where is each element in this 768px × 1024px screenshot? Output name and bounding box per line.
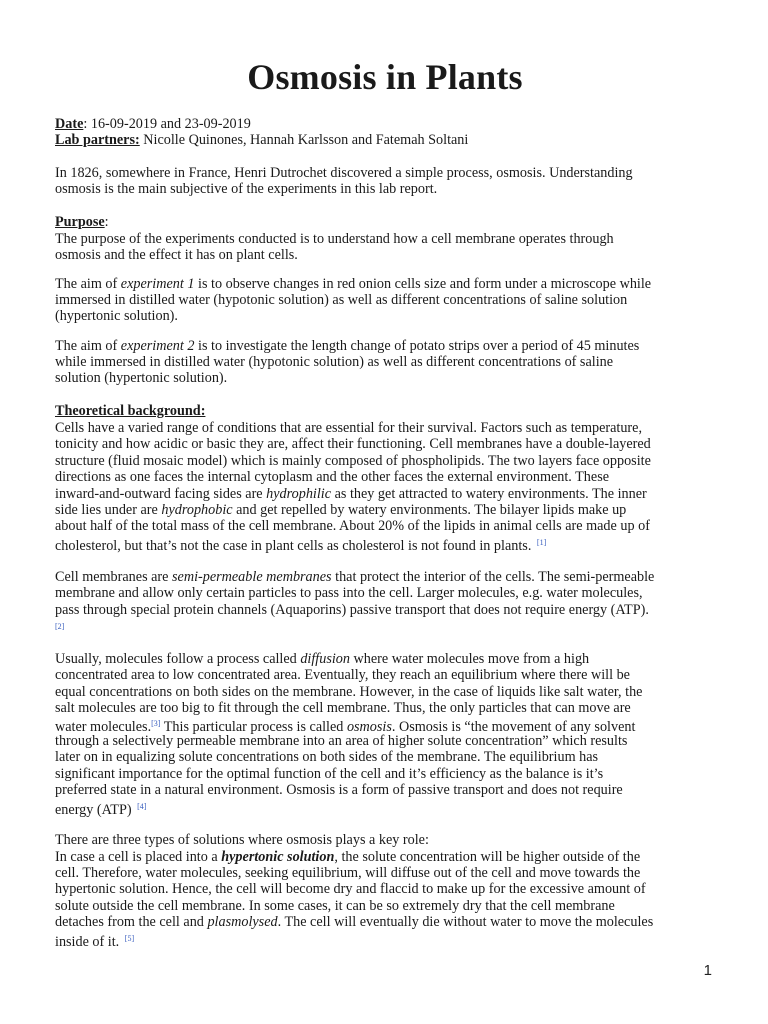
text-span: water molecules. (55, 719, 152, 735)
aim2-em: experiment 2 (120, 338, 195, 354)
theory-line (55, 914, 715, 930)
theory-line: cell. Therefore, water molecules, seeking equilibrium, will diffuse out of the cell and move towards the (55, 865, 641, 881)
purpose-line: The purpose of the experiments conducted is to understand how a cell membrane operates through (55, 231, 614, 247)
theory-line (55, 486, 715, 502)
text-span: that protect the interior of the cells. The semi-permeable (331, 569, 655, 585)
text-span: detaches from the cell and (55, 914, 208, 930)
citation-link[interactable]: [3] (151, 719, 161, 728)
text-span: cholesterol, but that’s not the case in plant cells as cholesterol is not found in plants. (55, 538, 535, 554)
aim1-line: (hypertonic solution). (55, 308, 178, 324)
text-span: Usually, molecules follow a process called (55, 651, 301, 667)
text-span: . Osmosis is “the movement of any solvent (391, 719, 636, 735)
emphasis: plasmolysed (207, 914, 278, 930)
theory-line (55, 502, 715, 518)
citation-line (55, 617, 715, 635)
text-span: . The cell will eventually die without water to move the molecules (277, 914, 654, 930)
partners-label: Lab partners: (55, 132, 140, 148)
aim2-line (55, 338, 715, 354)
theory-heading (55, 403, 715, 419)
theory-line: about half of the total mass of the cell membrane. About 20% of the lipids in animal cells are made up of (55, 518, 650, 534)
theory-line (55, 569, 715, 585)
theory-line: through a selectively permeable membrane into an area of higher solute concentration” which results (55, 733, 628, 749)
citation-link[interactable]: [2] (55, 622, 65, 631)
aim1-line (55, 276, 715, 292)
theory-line: directions as one faces the internal cytoplasm and the other faces the external environment. These (55, 469, 610, 485)
citation-link[interactable]: [1] (536, 538, 547, 547)
date-line (55, 116, 715, 132)
theory-line: pass through special protein channels (Aquaporins) passive transport that does not require energy (ATP). (55, 602, 649, 618)
text-span: energy (ATP) (55, 802, 136, 818)
emphasis: hypertonic solution (221, 849, 335, 865)
text-span: and get repelled by watery environments. The bilayer lipids make up (232, 502, 627, 518)
theory-line: hypertonic solution. Hence, the cell will become dry and flaccid to make up for the excessive amount of (55, 881, 646, 897)
text-span: where water molecules move from a high (350, 651, 590, 667)
text-span: inside of it. (55, 934, 123, 950)
aim2-post: is to investigate the length change of potato strips over a period of 45 minutes (194, 338, 640, 354)
emphasis: osmosis (346, 719, 392, 735)
purpose-line: osmosis and the effect it has on plant cells. (55, 247, 298, 263)
theory-line: There are three types of solutions where osmosis plays a key role: (55, 832, 429, 848)
date-value: : 16-09-2019 and 23-09-2019 (83, 116, 251, 132)
text-span: In case a cell is placed into a (55, 849, 222, 865)
theory-line (55, 849, 715, 865)
text-span: side lies under are (55, 502, 162, 518)
purpose-colon: : (104, 214, 109, 230)
theory-line: equal concentrations on both sides on the membrane. However, in the case of liquids like salt water, the (55, 684, 643, 700)
theory-line (55, 799, 715, 818)
intro-line: osmosis is the main subjective of the experiments in this lab report. (55, 181, 438, 197)
text-span: as they get attracted to watery environments. The inner (331, 486, 647, 502)
emphasis: hydrophilic (266, 486, 332, 502)
theory-line: salt molecules are too big to fit through the cell membrane. Thus, the only particles that can move are (55, 700, 631, 716)
citation-link[interactable]: [5] (124, 934, 135, 943)
theory-line (55, 651, 715, 667)
theory-heading-text: Theoretical background: (55, 403, 206, 419)
text-span: This particular process is called (160, 719, 347, 735)
theory-line: solute outside the cell membrane. In some cases, it can be so extremely dry that the cell membrane (55, 898, 615, 914)
emphasis: diffusion (300, 651, 350, 667)
aim2-pre: The aim of (55, 338, 121, 354)
theory-line: membrane and allow only certain particles to pass into the cell. Larger molecules, e.g. water molecules, (55, 585, 643, 601)
aim1-pre: The aim of (55, 276, 121, 292)
theory-line: Cells have a varied range of conditions that are essential for their survival. Factors such as temperature, (55, 420, 643, 436)
theory-line (55, 535, 715, 554)
theory-line: concentrated area to low concentrated area. Eventually, they reach an equilibrium where there will be (55, 667, 630, 683)
theory-line: tonicity and how acidic or basic they are, affect their functioning. Cell membranes have a double-layered (55, 436, 651, 452)
page-number: 1 (703, 962, 712, 979)
aim1-post: is to observe changes in red onion cells size and form under a microscope while (194, 276, 652, 292)
aim2-line: solution (hypertonic solution). (55, 370, 228, 386)
theory-line: preferred state in a natural environment. Osmosis is a form of passive transport and does not require (55, 782, 623, 798)
purpose-heading (55, 214, 715, 230)
partners-value: Nicolle Quinones, Hannah Karlsson and Fatemah Soltani (139, 132, 469, 148)
page-title: Osmosis in Plants (247, 57, 523, 97)
aim1-line: immersed in distilled water (hypotonic solution) as well as different concentrations of saline solution (55, 292, 628, 308)
emphasis: hydrophobic (161, 502, 233, 518)
intro-line: In 1826, somewhere in France, Henri Dutrochet discovered a simple process, osmosis. Understanding (55, 165, 633, 181)
text-span: Cell membranes are (55, 569, 172, 585)
theory-line: significant importance for the optimal function of the cell and it’s efficiency as the balance is it’s (55, 766, 604, 782)
date-label: Date (55, 116, 84, 132)
purpose-heading-text: Purpose (55, 214, 105, 230)
theory-line: later on in equalizing solute concentrations on both sides of the membrane. The equilibrium has (55, 749, 599, 765)
partners-line (55, 132, 715, 148)
aim1-em: experiment 1 (120, 276, 195, 292)
text-span: , the solute concentration will be higher outside of the (334, 849, 641, 865)
theory-line (55, 931, 715, 950)
theory-line: structure (fluid mosaic model) which is mainly composed of phospholipids. The two layers face opposite (55, 453, 651, 469)
emphasis: semi-permeable membranes (172, 569, 332, 585)
aim2-line: while immersed in distilled water (hypotonic solution) as well as different concentrations of saline (55, 354, 614, 370)
citation-link[interactable]: [4] (137, 802, 147, 811)
text-span: inward-and-outward facing sides are (55, 486, 267, 502)
